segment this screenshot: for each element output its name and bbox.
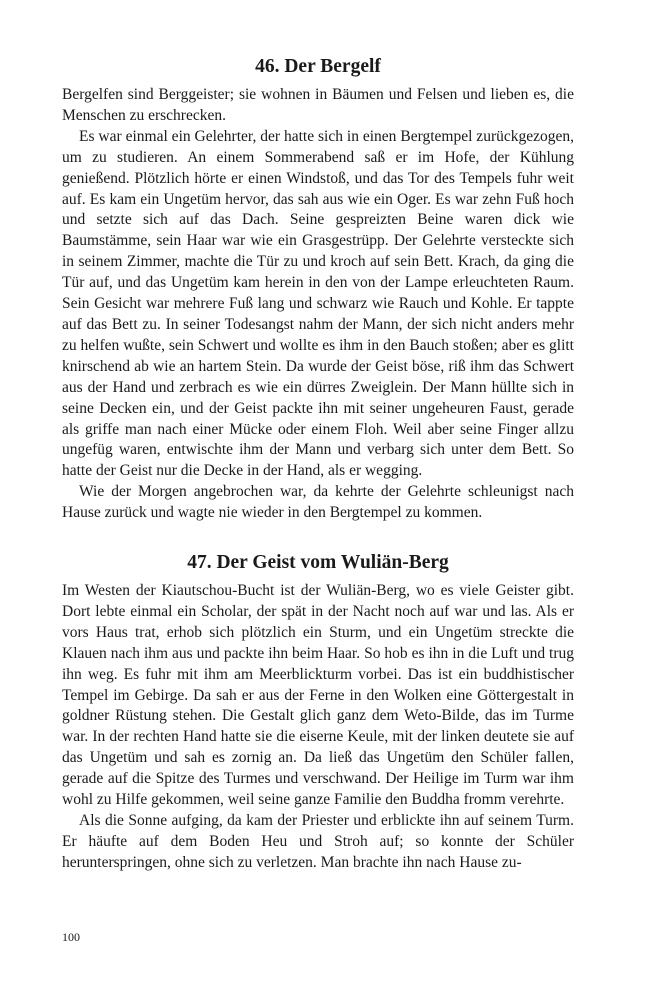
paragraph: Als die Sonne aufging, da kam der Priester und erblickte ihn auf seinem Turm. Er häufte auf dem Boden Heu und Stroh auf; so konnte der Schüler herunterspringen, ohne sich zu verletzen. Man brachte ihn nach Hause zu-	[62, 812, 574, 871]
paragraph: Es war einmal ein Gelehrter, der hatte sich in einen Bergtempel zurückgezogen, um zu studieren. An einem Sommerabend saß er im Hofe, der Kühlung genießend. Plötzlich hörte er einen Windstoß, und das Tor des Tempels fuhr weit auf. Es kam ein Ungetüm hervor, das sah aus wie ein Oger. Es war zehn Fuß hoch und setzte sich auf das Dach. Seine gespreizten Beine waren dick wie Baumstämme, sein Haar war wie ein Grasgestrüpp. Der Gelehrte versteckte sich in seinem Zimmer, machte die Tür zu und kroch auf sein Bett. Krach, da ging die Tür auf, und das Ungetüm kam herein in den von der Lampe erleuchteten Raum. Sein Gesicht war mehrere Fuß lang und schwarz wie Rauch und Kohle. Er tappte auf das Bett zu. In seiner Todesangst nahm der Mann, der sich nicht anders mehr zu helfen wußte, sein Schwert und wollte es ihm in den Bauch stoßen; aber es glitt knirschend ab wie an hartem Stein. Da wurde der Geist böse, riß ihm das Schwert aus der Hand und zerbrach es wie ein dürres Zweiglein. Der Mann hüllte sich in seine Decken ein, und der Geist packte ihn mit seiner ungeheuren Faust, gerade als griffe man nach einer Mücke oder einem Floh. Weil aber seine Finger allzu ungefüg waren, entwischte ihm der Mann und verbarg sich unter dem Bett. So hatte der Geist nur die Decke in der Hand, als er wegging.	[62, 127, 574, 480]
paragraph: Im Westen der Kiautschou-Bucht ist der Wuliän-Berg, wo es viele Geister gibt. Dort lebte einmal ein Scholar, der spät in der Nacht noch auf war und las. Als er vors Haus trat, erhob sich plötzlich ein Sturm, und ein Ungetüm streckte die Klauen nach ihm aus und packte ihn beim Haar. So hob es ihn in die Luft und trug ihn weg. Es fuhr mit ihm am Meerblickturm vorbei. Das ist ein buddhistischer Tempel im Gebirge. Da sah er aus der Ferne in den Wolken eine Göttergestalt in goldner Rüstung stehen. Die Gestalt glich ganz dem Weto-Bilde, das im Turme war. In der rechten Hand hatte sie die eiserne Keule, mit der linken deutete sie auf das Ungetüm und sah es zornig an. Da ließ das Ungetüm den Schüler fallen, gerade auf die Spitze des Turmes und verschwand. Der Heilige im Turm war ihm wohl zu Hilfe gekommen, weil seine ganze Familie den Buddha fromm verehrte.	[62, 582, 574, 809]
section-title-bergelf: 46. Der Bergelf	[255, 56, 381, 77]
paragraph: Wie der Morgen angebrochen war, da kehrte der Gelehrte schleunigst nach Hause zurück und wagte nie wieder in den Bergtempel zu kommen.	[62, 483, 574, 522]
page-number: 100	[62, 930, 80, 944]
page-content	[62, 52, 574, 874]
paragraph: Bergelfen sind Berggeister; sie wohnen in Bäumen und Felsen und lieben es, die Menschen zu erschrecken.	[62, 86, 574, 124]
section-title-wulian-berg: 47. Der Geist vom Wuliän-Berg	[187, 552, 449, 574]
